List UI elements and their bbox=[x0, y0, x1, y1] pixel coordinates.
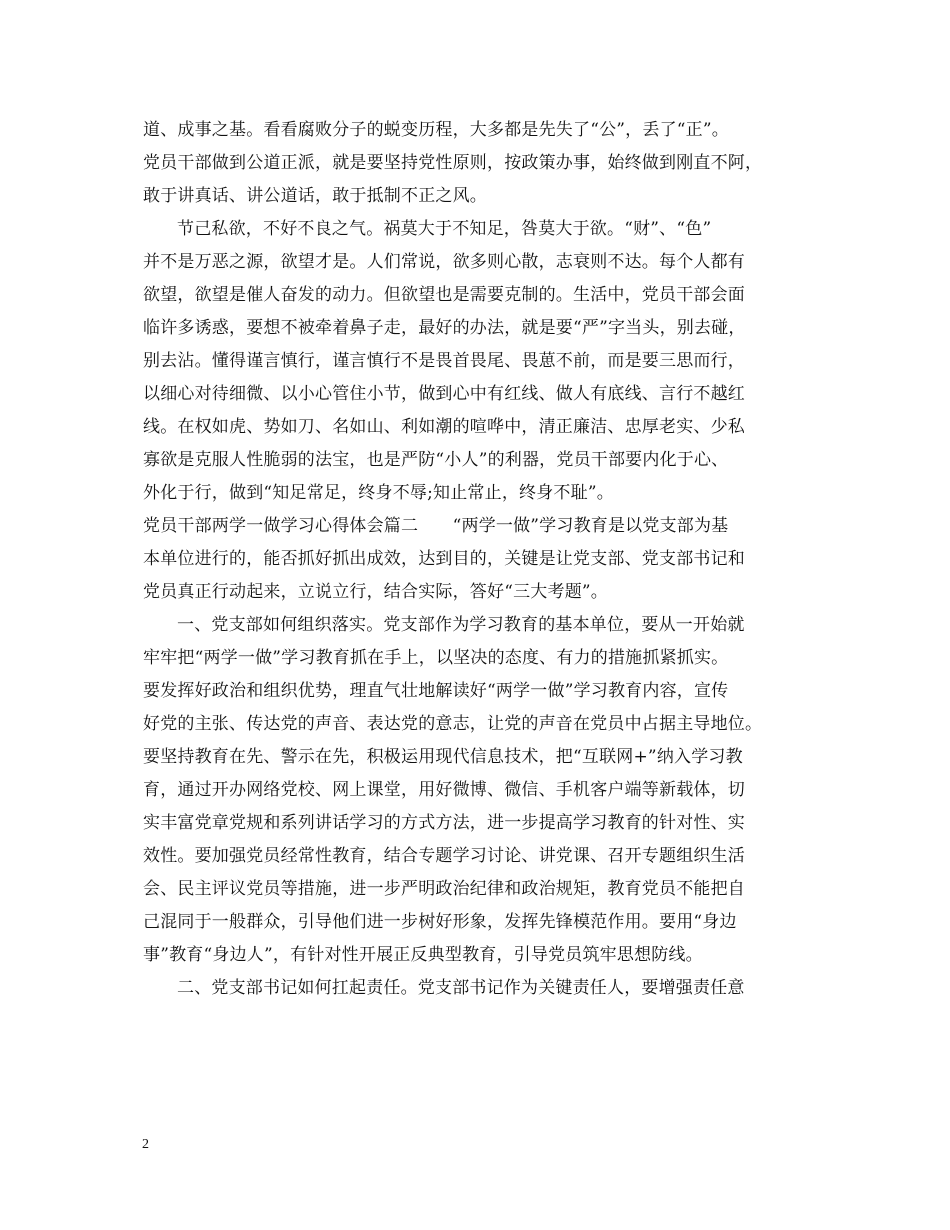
text-line: 事”教育“身边人”，有针对性开展正反典型教育，引导党员筑牢思想防线。 bbox=[143, 945, 703, 965]
text-line: 道、成事之基。看看腐败分子的蜕变历程，大多都是先失了“公”，丢了“正”。 bbox=[143, 120, 729, 140]
text-line: 党员真正行动起来，立说立行，结合实际，答好“三大考题”。 bbox=[143, 582, 608, 602]
text-line: 己混同于一般群众，引导他们进一步树好形象，发挥先锋模范作用。要用“身边 bbox=[143, 912, 737, 932]
text-line: 欲望，欲望是催人奋发的动力。但欲望也是需要克制的。生活中，党员干部会面 bbox=[143, 285, 745, 305]
text-line: 好党的主张、传达党的声音、表达党的意志，让党的声音在党员中占据主导地位。 bbox=[143, 714, 763, 734]
text-line: 并不是万恶之源，欲望才是。人们常说，欲多则心散，志衰则不达。每个人都有 bbox=[143, 252, 745, 272]
paragraph-start-line: 二、党支部书记如何扛起责任。党支部书记作为关键责任人，要增强责任意 bbox=[177, 978, 745, 998]
text-line: 敢于讲真话、讲公道话，敢于抵制不正之风。 bbox=[143, 186, 487, 206]
page-number: 2 bbox=[142, 1137, 149, 1152]
text-line: 会、民主评议党员等措施，进一步严明政治纪律和政治规矩，教育党员不能把自 bbox=[143, 879, 745, 899]
text-line: 效性。要加强党员经常性教育，结合专题学习讨论、讲党课、召开专题组织生活 bbox=[143, 846, 745, 866]
text-line: 临许多诱惑，要想不被牵着鼻子走，最好的办法，就是要“严”字当头，别去碰， bbox=[143, 318, 746, 338]
text-line: 外化于行，做到“知足常足，终身不辱;知止常止，终身不耻”。 bbox=[143, 483, 614, 503]
document-body bbox=[143, 114, 823, 1005]
text-line: 育，通过开办网络党校、网上课堂，用好微博、微信、手机客户端等新载体，切 bbox=[143, 780, 745, 800]
text-line: 牢牢把“两学一做”学习教育抓在手上，以坚决的态度、有力的措施抓紧抓实。 bbox=[143, 648, 729, 668]
text-line: 别去沾。懂得谨言慎行，谨言慎行不是畏首畏尾、畏葸不前，而是要三思而行， bbox=[143, 351, 745, 371]
text-line: 线。在权如虎、势如刀、名如山、利如潮的喧哗中，清正廉洁、忠厚老实、少私 bbox=[143, 417, 745, 437]
paragraph-start-line: 一、党支部如何组织落实。党支部作为学习教育的基本单位，要从一开始就 bbox=[177, 615, 745, 635]
text-line: 实丰富党章党规和系列讲话学习的方式方法，进一步提高学习教育的针对性、实 bbox=[143, 813, 745, 833]
text-line: 要发挥好政治和组织优势，理直气壮地解读好“两学一做”学习教育内容，宣传 bbox=[143, 681, 729, 701]
text-line: 寡欲是克服人性脆弱的法宝，也是严防“小人”的利器，党员干部要内化于心、 bbox=[143, 450, 729, 470]
paragraph-start-line: 节己私欲，不好不良之气。祸莫大于不知足，咎莫大于欲。“财”、“色” bbox=[177, 219, 712, 239]
section-heading-line: 党员干部两学一做学习心得体会篇二 “两学一做”学习教育是以党支部为基 bbox=[143, 516, 729, 536]
text-line: 要坚持教育在先、警示在先，积极运用现代信息技术，把“互联网+”纳入学习教 bbox=[143, 747, 743, 767]
text-line: 本单位进行的，能否抓好抓出成效，达到目的，关键是让党支部、党支部书记和 bbox=[143, 549, 745, 569]
text-line: 党员干部做到公道正派，就是要坚持党性原则，按政策办事，始终做到刚直不阿， bbox=[143, 153, 763, 173]
text-line: 以细心对待细微、以小心管住小节，做到心中有红线、做人有底线、言行不越红 bbox=[143, 384, 745, 404]
